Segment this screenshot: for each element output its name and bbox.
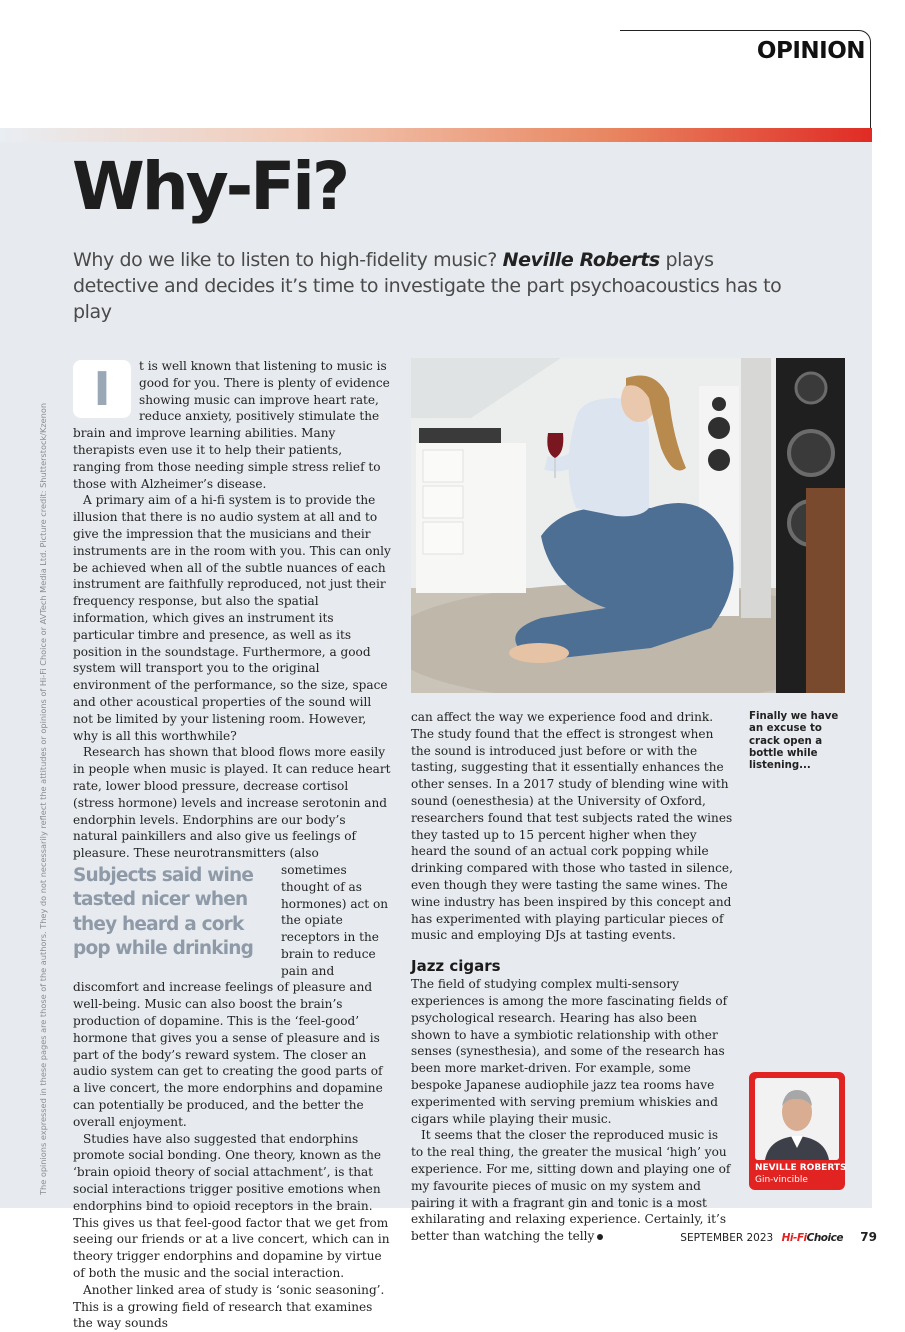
magazine-logo: [782, 1232, 843, 1244]
paragraph-4: Studies have also suggested that endorphins promote social bonding. One theory, known as the ‘brain opioid theory of social attachment’, is that social interactions trigger positive emotions when endorphins bind to opioid receptors in the brain. This gives us that feel-good factor that we get from seeing our friends or at a live concert, which can in theory trigger endorphins and dopamine by virtue of both the music and the social interaction.: [73, 1131, 390, 1281]
right-paragraph-2: The field of studying complex multi-sensory experiences is among the more fascinating fields of psychological research. Hearing has also been shown to have a symbiotic relationship with other senses (synesthesia), and some of the research has been more market-driven. For example, some bespoke Japanese audiophile jazz tea rooms have experimented with serving premium whiskies and cigars while playing their music.: [411, 977, 728, 1126]
standfirst-text-before: Why do we like to listen to high-fidelity music?: [73, 249, 503, 271]
author-box: [749, 1072, 845, 1190]
author-name: NEVILLE ROBERTS: [755, 1163, 847, 1173]
magazine-logo-choice: Choice: [806, 1232, 843, 1244]
subheading: Jazz cigars: [411, 957, 501, 976]
author-tagline: Gin-vincible: [755, 1175, 808, 1185]
right-paragraph-3-text: It seems that the closer the reproduced music is to the real thing, the greater the musical ‘high’ you experience. For me, sitting down and playing one of my favourite pieces of music on my system and pairing it with a fragrant gin and tonic is a most exhilarating and relaxing experience. Certainly, it’s better than watching the telly: [411, 1128, 731, 1244]
standfirst-author: Neville Roberts: [502, 249, 660, 271]
magazine-logo-hifi: Hi-Fi: [781, 1232, 807, 1244]
article-photo: [411, 358, 845, 693]
paragraph-2: A primary aim of a hi-fi system is to provide the illusion that there is no audio system at all and to give the impression that the musicians and their instruments are in the room with you. This can only be achieved when all of the subtle nuances of each instrument are faithfully reproduced, not just their frequency response, but also the spatial information, which gives an instrument its particular timbre and presence, as well as its position in the soundstage. Furthermore, a good system will transport you to the original environment of the performance, so the size, space and other acoustical properties of the sound will not be limited by your listening room. However, why is all this worthwhile?: [73, 493, 391, 743]
paragraph-5: Another linked area of study is ‘sonic seasoning’. This is a growing field of research that examines the way sounds: [73, 1282, 385, 1331]
section-label: OPINION: [756, 38, 865, 64]
left-column: [73, 358, 393, 1332]
paragraph-3a: Research has shown that blood flows more easily in people when music is played. It can reduce heart rate, lower blood pressure, decrease cortisol (stress hormone) levels and increase serotonin and endorphin levels. Endorphins are our body’s natural painkillers and also give us feelings of pleasure. These neurotransmitters (also: [73, 745, 391, 861]
paragraph-1: t is well known that listening to music is good for you. There is plenty of evidence showing music can improve heart rate, reduce anxiety, positively stimulate the brain and improve learning abilities. Many therapists even use it to help their patients, ranging from those needing simple stress relief to those with Alzheimer’s disease.: [73, 359, 390, 491]
right-paragraph-1: can affect the way we experience food and drink. The study found that the effect is strongest when the sound is introduced just before or with the tasting, suggesting that it essentially enhances the other senses. In a 2017 study of blending wine with sound (oenesthesia) at the University of Oxford, researchers found that test subjects rated the wines they tasted up to 15 percent higher when they heard the sound of an actual cork popping while drinking compared with those who tasted in silence, even though they were tasting the same wines. The wine industry has been inspired by this concept and has experimented with playing particular pieces of music and employing DJs at tasting events.: [411, 710, 733, 943]
pull-quote: Subjects said wine tasted nicer when they heard a cork pop while drinking: [73, 864, 254, 960]
page-number: 79: [860, 1230, 877, 1244]
woman-with-wine-illustration: [411, 358, 845, 693]
issue-date: SEPTEMBER 2023: [680, 1232, 774, 1244]
right-paragraph-3: [411, 1127, 733, 1245]
paragraph-3b: sometimes thought of as hormones) act on the opiate receptors in the brain to reduce pain and discomfort and increase feelings of pleasure and well-being. Music can also boost the brain’s production of dopamine. This is the ‘feel-good’ hormone that gives you a sense of pleasure and is part of the body’s reward system. The closer an audio system can get to creating the good parts of a live concert, the more endorphins and dopamine can potentially be produced, and the better the overall enjoyment.: [73, 862, 389, 1129]
gradient-rule: [0, 128, 872, 142]
standfirst: [73, 247, 793, 325]
drop-cap: I: [73, 360, 131, 418]
photo-caption: Finally we have an excuse to crack open a bottle while listening...: [749, 711, 839, 772]
headline: Why-Fi?: [72, 148, 348, 225]
end-mark-icon: [597, 1234, 603, 1240]
author-portrait-icon: [755, 1078, 839, 1160]
standfirst-text-after: plays detective and decides it’s time to investigate the part psychoacoustics has to play: [73, 249, 782, 323]
picture-credit: The opinions expressed in these pages are those of the authors. They do not necessarily reflect the attitudes or opinions of Hi-Fi Choice or AVTech Media Ltd. Picture credit: Shutterstock/Kzenon: [38, 402, 48, 1195]
page-footer: [680, 1230, 877, 1244]
author-photo: [755, 1078, 839, 1160]
right-column: [411, 709, 733, 1245]
